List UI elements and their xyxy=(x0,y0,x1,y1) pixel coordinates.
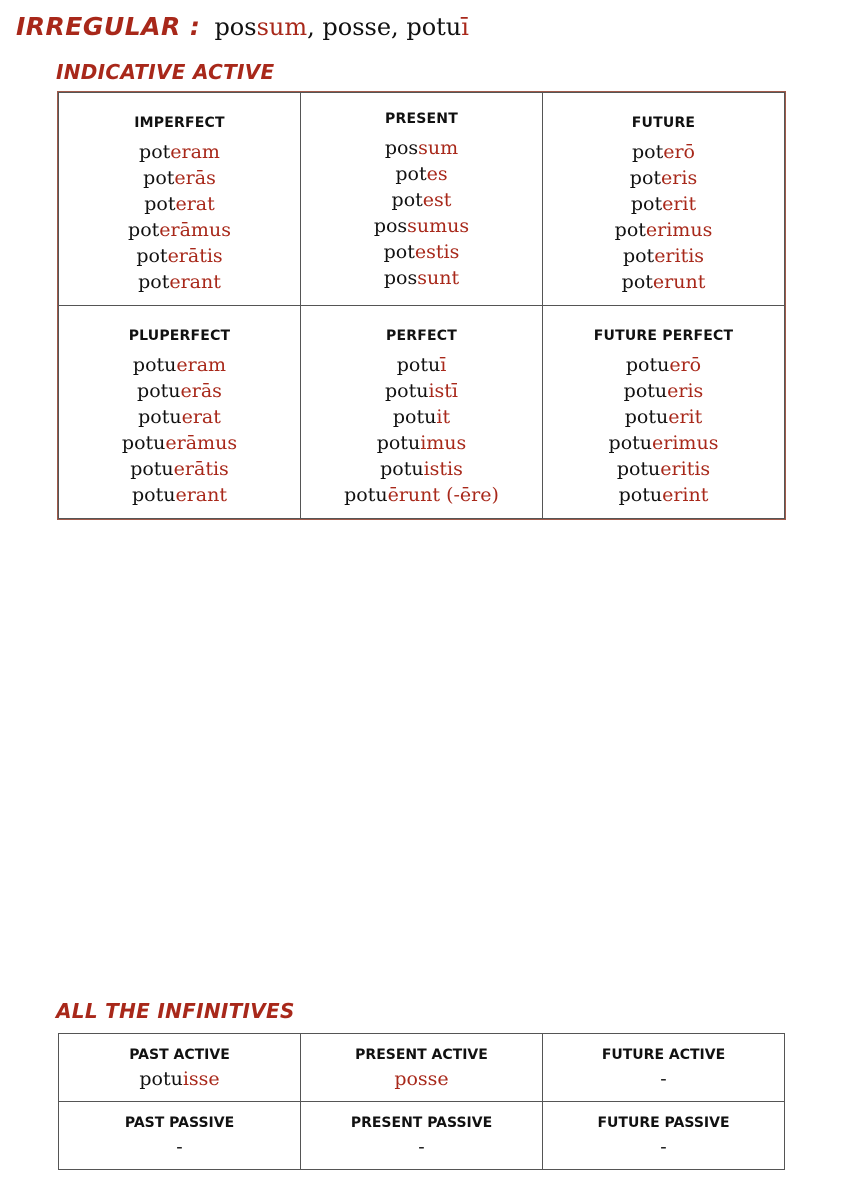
verb-form xyxy=(543,269,784,295)
form-stem: pot xyxy=(395,163,427,185)
page-title xyxy=(16,12,469,41)
form-ending: erātis xyxy=(167,245,223,267)
form-ending: istis xyxy=(423,458,463,480)
infinitive-ending: isse xyxy=(182,1068,220,1090)
form-ending: eram xyxy=(170,141,220,163)
verb-form xyxy=(301,378,542,404)
form-ending: erint xyxy=(662,484,709,506)
form-stem: potu xyxy=(121,432,166,454)
form-ending: est xyxy=(422,189,452,211)
verb-form xyxy=(301,456,542,482)
verb-form xyxy=(543,378,784,404)
verb-form xyxy=(59,482,300,508)
form-ending: it xyxy=(436,406,451,428)
verb-form xyxy=(543,404,784,430)
form-stem: potu xyxy=(608,432,653,454)
form-ending: erō xyxy=(669,354,702,376)
tense-title: PLUPERFECT xyxy=(128,328,231,344)
infinitives-table xyxy=(58,1033,785,1170)
form-stem: pot xyxy=(630,193,663,215)
form-ending: eris xyxy=(661,167,698,189)
form-ending: erit xyxy=(668,406,703,428)
verb-form xyxy=(59,243,300,269)
form-stem: pot xyxy=(128,219,160,241)
infinitive-stem: - xyxy=(660,1068,667,1090)
form-stem: potu xyxy=(396,354,441,376)
form-ending: imus xyxy=(420,432,467,454)
pp-ending: ī xyxy=(461,13,469,41)
infinitive-cell-present-active xyxy=(301,1034,543,1102)
form-stem: potu xyxy=(344,484,388,506)
verb-form xyxy=(59,191,300,217)
form-stem: pot xyxy=(383,241,415,263)
table-row xyxy=(59,306,785,519)
form-stem: potu xyxy=(138,406,182,428)
form-stem: potu xyxy=(376,432,421,454)
infinitives-heading: ALL THE INFINITIVES xyxy=(56,999,295,1023)
form-stem: pot xyxy=(138,271,170,293)
table-row xyxy=(59,93,785,306)
form-ending: erās xyxy=(180,380,222,402)
verb-form xyxy=(543,243,784,269)
verb-form xyxy=(543,430,784,456)
pp-suffix: , xyxy=(307,13,315,41)
form-ending: erātis xyxy=(173,458,229,480)
form-ending: eris xyxy=(667,380,704,402)
verb-form xyxy=(301,265,542,291)
form-ending: erat xyxy=(181,406,221,428)
form-stem: potu xyxy=(623,380,668,402)
title-label: IRREGULAR : xyxy=(16,12,201,41)
form-stem: pot xyxy=(629,167,662,189)
form-list xyxy=(59,352,300,508)
form-stem: potu xyxy=(392,406,437,428)
verb-form xyxy=(59,456,300,482)
form-ending: istī xyxy=(428,380,459,402)
verb-form xyxy=(301,352,542,378)
verb-form xyxy=(59,404,300,430)
tense-cell-pluperfect xyxy=(59,306,301,519)
infinitive-stem: - xyxy=(176,1136,183,1158)
verb-form xyxy=(543,217,784,243)
form-list xyxy=(301,352,542,508)
infinitive-title: PAST ACTIVE xyxy=(129,1047,230,1063)
form-ending: es xyxy=(426,163,448,185)
form-list xyxy=(543,139,784,295)
pp-suffix: , xyxy=(391,13,399,41)
form-stem: pot xyxy=(136,245,168,267)
verb-form xyxy=(59,217,300,243)
tense-cell-imperfect xyxy=(59,93,301,306)
form-stem: potu xyxy=(625,354,670,376)
tense-cell-future xyxy=(543,93,785,306)
pp-stem: pos xyxy=(214,13,257,41)
form-ending: eritis xyxy=(660,458,711,480)
form-stem: pot xyxy=(143,167,175,189)
form-stem: pot xyxy=(391,189,423,211)
form-ending: erunt xyxy=(652,271,706,293)
verb-form xyxy=(301,161,542,187)
form-ending: erit xyxy=(662,193,697,215)
form-ending: erāmus xyxy=(165,432,238,454)
verb-form xyxy=(301,239,542,265)
table-row xyxy=(59,1102,785,1170)
verb-form xyxy=(301,187,542,213)
tense-title: PRESENT xyxy=(385,111,458,127)
form-ending: erat xyxy=(175,193,215,215)
infinitive-stem: - xyxy=(418,1136,425,1158)
infinitive-cell-past-active xyxy=(59,1034,301,1102)
form-stem: potu xyxy=(130,458,174,480)
verb-form xyxy=(59,378,300,404)
verb-form xyxy=(543,139,784,165)
form-list xyxy=(543,352,784,508)
form-stem: potu xyxy=(624,406,669,428)
form-ending: erant xyxy=(169,271,221,293)
verb-form xyxy=(543,352,784,378)
infinitive-ending: posse xyxy=(394,1068,449,1090)
verb-form xyxy=(301,213,542,239)
form-stem: potu xyxy=(616,458,661,480)
tense-cell-perfect xyxy=(301,306,543,519)
form-ending: ī xyxy=(440,354,447,376)
principal-parts xyxy=(214,13,469,41)
form-stem: pot xyxy=(621,271,653,293)
verb-form xyxy=(59,430,300,456)
principal-part xyxy=(406,13,469,41)
form-ending: sum xyxy=(418,137,459,159)
infinitive-cell-past-passive xyxy=(59,1102,301,1170)
form-ending: erās xyxy=(174,167,216,189)
indicative-heading: INDICATIVE ACTIVE xyxy=(56,60,275,84)
verb-form xyxy=(543,482,784,508)
form-list xyxy=(301,135,542,291)
infinitive-value xyxy=(543,1135,784,1159)
infinitive-title: FUTURE PASSIVE xyxy=(597,1115,730,1131)
form-stem: pos xyxy=(383,267,418,289)
form-ending: sunt xyxy=(417,267,460,289)
form-ending: sumus xyxy=(407,215,470,237)
form-ending: erō xyxy=(663,141,695,163)
verb-form xyxy=(301,404,542,430)
infinitive-cell-future-passive xyxy=(543,1102,785,1170)
infinitive-stem: potu xyxy=(139,1068,183,1090)
form-stem: potu xyxy=(131,484,176,506)
infinitive-value xyxy=(59,1067,300,1091)
principal-part xyxy=(214,13,314,41)
form-ending: erimus xyxy=(645,219,713,241)
infinitive-value xyxy=(301,1067,542,1091)
infinitive-title: PAST PASSIVE xyxy=(124,1115,235,1131)
verb-form xyxy=(59,269,300,295)
verb-form xyxy=(59,165,300,191)
form-ending: erant xyxy=(175,484,227,506)
form-stem: pot xyxy=(622,245,655,267)
form-ending: erāmus xyxy=(159,219,231,241)
form-ending: estis xyxy=(414,241,460,263)
form-stem: pot xyxy=(144,193,176,215)
infinitive-title: PRESENT PASSIVE xyxy=(350,1115,493,1131)
infinitive-cell-present-passive xyxy=(301,1102,543,1170)
form-stem: potu xyxy=(380,458,424,480)
tense-title: FUTURE xyxy=(631,115,696,131)
form-stem: potu xyxy=(132,354,177,376)
table-row xyxy=(59,1034,785,1102)
form-ending: eram xyxy=(176,354,227,376)
form-stem: potu xyxy=(137,380,181,402)
pp-stem: potu xyxy=(406,13,462,41)
infinitive-title: PRESENT ACTIVE xyxy=(355,1047,488,1063)
pp-stem: posse xyxy=(322,13,392,41)
form-stem: pot xyxy=(139,141,171,163)
verb-form xyxy=(543,191,784,217)
infinitive-title: FUTURE ACTIVE xyxy=(601,1047,726,1063)
infinitive-value xyxy=(301,1135,542,1159)
infinitive-stem: - xyxy=(660,1136,667,1158)
form-stem: pot xyxy=(614,219,646,241)
principal-part xyxy=(322,13,398,41)
form-list xyxy=(59,139,300,295)
pp-ending: sum xyxy=(256,13,308,41)
tense-title: IMPERFECT xyxy=(134,115,225,131)
verb-form xyxy=(543,456,784,482)
infinitive-value xyxy=(59,1135,300,1159)
form-stem: pos xyxy=(384,137,419,159)
verb-form xyxy=(301,482,542,508)
verb-form xyxy=(301,135,542,161)
verb-form xyxy=(543,165,784,191)
tense-cell-future-perfect xyxy=(543,306,785,519)
form-ending: ērunt (-ēre) xyxy=(387,484,499,506)
form-stem: potu xyxy=(618,484,663,506)
form-stem: pot xyxy=(631,141,664,163)
form-stem: potu xyxy=(384,380,429,402)
infinitive-cell-future-active xyxy=(543,1034,785,1102)
infinitive-value xyxy=(543,1067,784,1091)
verb-form xyxy=(59,139,300,165)
verb-form xyxy=(59,352,300,378)
form-ending: erimus xyxy=(652,432,719,454)
verb-form xyxy=(301,430,542,456)
tense-cell-present xyxy=(301,93,543,306)
tense-title: PERFECT xyxy=(386,328,457,344)
form-stem: pos xyxy=(373,215,408,237)
tense-title: FUTURE PERFECT xyxy=(593,328,734,344)
indicative-table xyxy=(58,92,785,519)
form-ending: eritis xyxy=(654,245,705,267)
